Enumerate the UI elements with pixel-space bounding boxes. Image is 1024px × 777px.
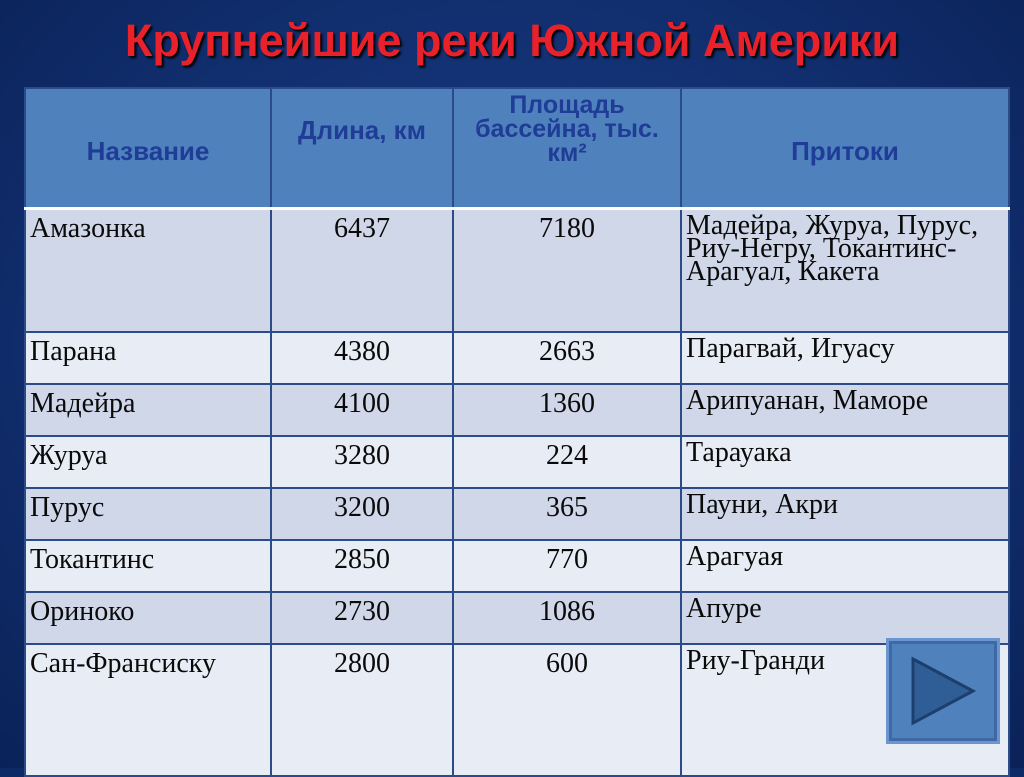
cell-basin-area: 1360: [453, 384, 681, 436]
cell-tributaries: Риу-Гранди: [681, 644, 1009, 776]
cell-river-name: Мадейра: [25, 384, 271, 436]
table-row: [25, 644, 1009, 776]
cell-tributaries: Парагвай, Игуасу: [681, 332, 1009, 384]
next-slide-button[interactable]: [886, 638, 1000, 744]
header-basin-area: Площадь бассейна, тыс. км²: [453, 88, 681, 209]
header-name: Название: [25, 88, 271, 209]
cell-tributaries: Мадейра, Журуа, Пурус, Риу-Негру, Токантинс-Арагуал, Какета: [681, 209, 1009, 333]
cell-river-name: Амазонка: [25, 209, 271, 333]
header-length: Длина, км: [271, 88, 453, 209]
table-row: [25, 436, 1009, 488]
cell-river-name: Сан-Франсиску: [25, 644, 271, 776]
table-row: [25, 332, 1009, 384]
play-triangle-icon: [909, 655, 977, 727]
cell-tributaries: Арипуанан, Маморе: [681, 384, 1009, 436]
cell-length: 6437: [271, 209, 453, 333]
cell-length: 3280: [271, 436, 453, 488]
cell-river-name: Парана: [25, 332, 271, 384]
table-row: [25, 209, 1009, 333]
table-header-row: [25, 88, 1009, 209]
cell-length: 3200: [271, 488, 453, 540]
cell-basin-area: 1086: [453, 592, 681, 644]
cell-tributaries: Пауни, Акри: [681, 488, 1009, 540]
table-row: [25, 540, 1009, 592]
table-row: [25, 384, 1009, 436]
cell-length: 2800: [271, 644, 453, 776]
cell-length: 2850: [271, 540, 453, 592]
cell-tributaries: Арагуая: [681, 540, 1009, 592]
cell-basin-area: 224: [453, 436, 681, 488]
cell-tributaries: Апуре: [681, 592, 1009, 644]
cell-length: 4380: [271, 332, 453, 384]
cell-basin-area: 770: [453, 540, 681, 592]
rivers-table: [24, 87, 1010, 777]
header-tributaries: Притоки: [681, 88, 1009, 209]
cell-basin-area: 7180: [453, 209, 681, 333]
table-row: [25, 488, 1009, 540]
cell-length: 4100: [271, 384, 453, 436]
cell-length: 2730: [271, 592, 453, 644]
cell-basin-area: 600: [453, 644, 681, 776]
cell-river-name: Журуа: [25, 436, 271, 488]
cell-river-name: Токантинс: [25, 540, 271, 592]
cell-river-name: Пурус: [25, 488, 271, 540]
cell-river-name: Ориноко: [25, 592, 271, 644]
cell-basin-area: 2663: [453, 332, 681, 384]
cell-basin-area: 365: [453, 488, 681, 540]
table-row: [25, 592, 1009, 644]
cell-tributaries: Тарауака: [681, 436, 1009, 488]
slide-title: Крупнейшие реки Южной Америки: [124, 15, 900, 66]
